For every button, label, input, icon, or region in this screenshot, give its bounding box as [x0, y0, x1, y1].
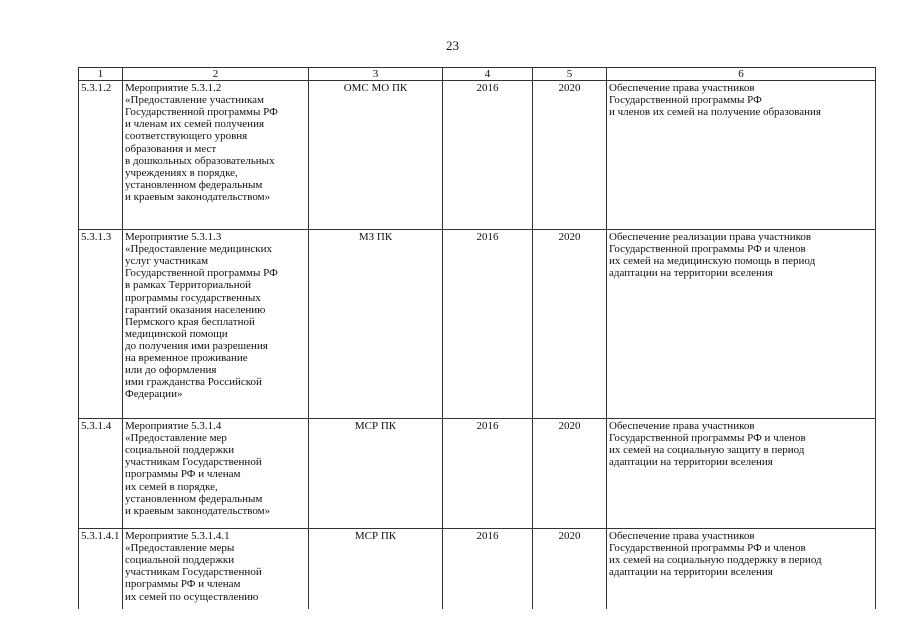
start-year: 2016: [443, 529, 533, 609]
program-measures-table: [78, 67, 876, 609]
column-header: 1: [79, 68, 123, 81]
table-header-row: [79, 68, 876, 81]
end-year: 2020: [533, 230, 607, 419]
expected-result: Обеспечение права участников Государственной программы РФ и членов их семей на социальную поддержку в период адаптации на территории вселения: [607, 529, 876, 609]
measure-description: Мероприятие 5.3.1.4 «Предоставление мер социальной поддержки участникам Государственной программы РФ и членам их семей в порядке, установленном федеральным и краевым законодательством»: [123, 419, 309, 529]
expected-result: Обеспечение права участников Государственной программы РФ и членов их семей на получение образования: [607, 81, 876, 230]
column-header: 3: [309, 68, 443, 81]
measure-code: 5.3.1.4: [79, 419, 123, 529]
measure-description: Мероприятие 5.3.1.3 «Предоставление медицинских услуг участникам Государственной программы РФ в рамках Территориальной программы государственных гарантий оказания населению Пермского края бесплатной медицинской помощи до получения ими разрешения на временное проживание или до оформления ими гражданства Российской Федерации»: [123, 230, 309, 419]
start-year: 2016: [443, 419, 533, 529]
expected-result: Обеспечение реализации права участников Государственной программы РФ и членов их семей на медицинскую помощь в период адаптации на территории вселения: [607, 230, 876, 419]
end-year: 2020: [533, 529, 607, 609]
executor: МСР ПК: [309, 529, 443, 609]
start-year: 2016: [443, 230, 533, 419]
table-row: [79, 529, 876, 609]
column-header: 6: [607, 68, 876, 81]
measure-description: Мероприятие 5.3.1.4.1 «Предоставление меры социальной поддержки участникам Государственной программы РФ и членам их семей по осуществлению: [123, 529, 309, 609]
column-header: 5: [533, 68, 607, 81]
end-year: 2020: [533, 81, 607, 230]
column-header: 2: [123, 68, 309, 81]
table-row: [79, 230, 876, 419]
executor: МЗ ПК: [309, 230, 443, 419]
measure-description: Мероприятие 5.3.1.2 «Предоставление участникам Государственной программы РФ и членам их семей получения соответствующего уровня образования и мест в дошкольных образовательных учреждениях в порядке, установленном федеральным и краевым законодательством»: [123, 81, 309, 230]
measure-code: 5.3.1.4.1: [79, 529, 123, 609]
executor: МСР ПК: [309, 419, 443, 529]
end-year: 2020: [533, 419, 607, 529]
executor: ОМС МО ПК: [309, 81, 443, 230]
table-row: [79, 81, 876, 230]
expected-result: Обеспечение права участников Государственной программы РФ и членов их семей на социальную защиту в период адаптации на территории вселения: [607, 419, 876, 529]
start-year: 2016: [443, 81, 533, 230]
table-row: [79, 419, 876, 529]
measure-code: 5.3.1.2: [79, 81, 123, 230]
measure-code: 5.3.1.3: [79, 230, 123, 419]
column-header: 4: [443, 68, 533, 81]
page-number: 23: [446, 38, 459, 53]
